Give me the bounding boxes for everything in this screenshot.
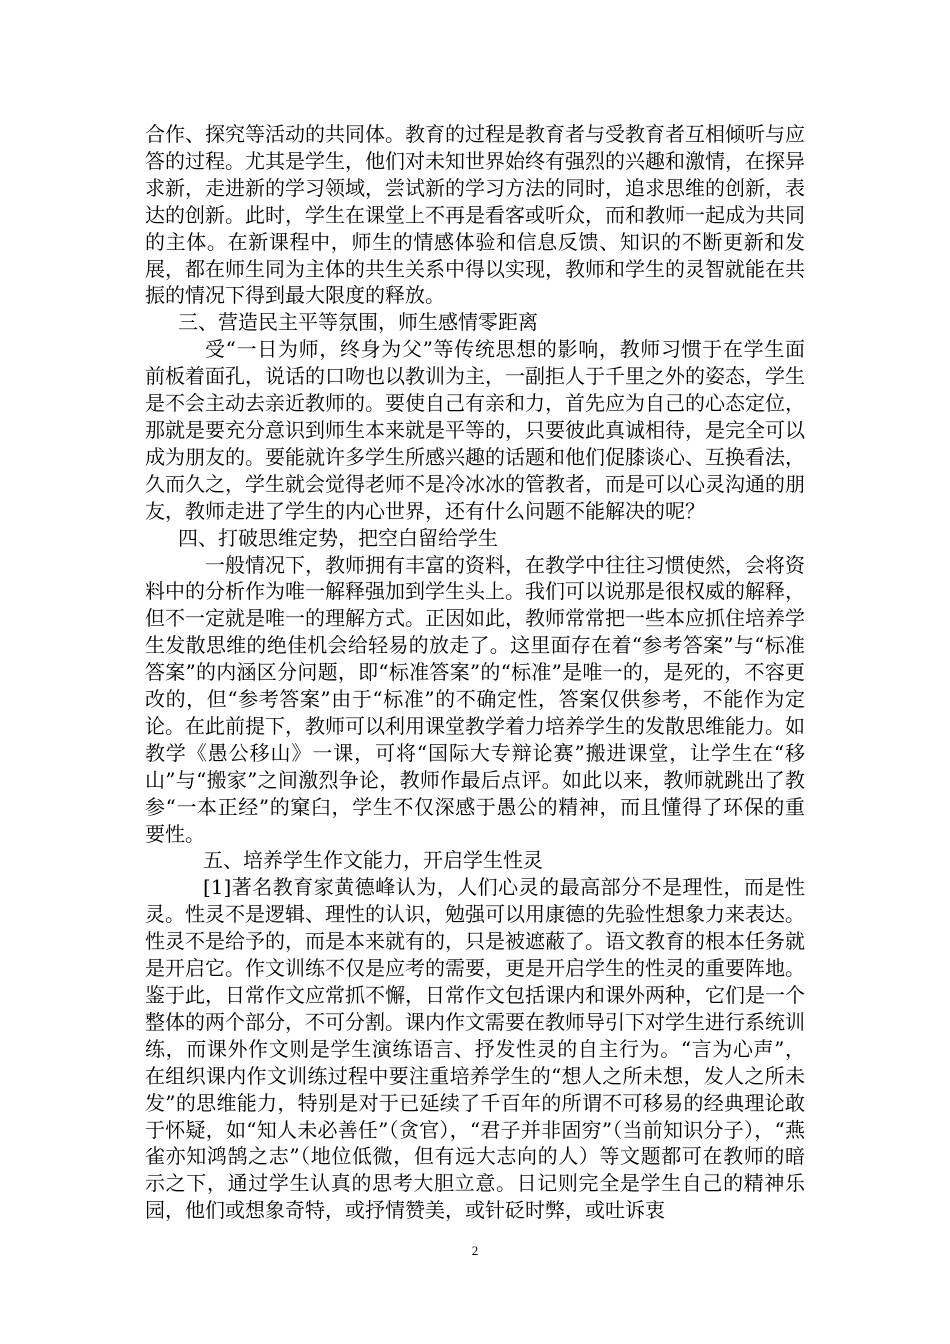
section-heading-3: 三、营造民主平等氛围，师生感情零距离 [178,310,538,335]
section-heading-5: 五、培养学生作文能力，开启学生性灵 [203,848,543,873]
page-number: 2 [471,1243,479,1258]
paragraph-section-3: 受“一日为师，终身为父”等传统思想的影响，教师习惯于在学生面前板着面孔，说话的口吻也以教训为主，一副拒人于千里之外的姿态，学生是不会主动去亲近教师的。要使自己有亲和力，首先应为自己的心态定位，那就是要充分意识到师生本来就是平等的，只要彼此真诚相待，是完全可以成为朋友的。要能就许多学生所感兴趣的话题和他们促膝谈心、互换看法，久而久之，学生就会觉得老师不是冷冰冰的管教者，而是可以心灵沟通的朋友，教师走进了学生的内心世界，还有什么问题不能解决的呢？ [145,337,805,523]
paragraph-continuation: 合作、探究等活动的共同体。教育的过程是教育者与受教育者互相倾听与应答的过程。尤其是学生，他们对未知世界始终有强烈的兴趣和激情，在探异求新，走进新的学习领域，尝试新的学习方法的同时，追求思维的创新，表达的创新。此时，学生在课堂上不再是看客或听众，而和教师一起成为共同的主体。在新课程中，师生的情感体验和信息反馈、知识的不断更新和发展，都在师生同为主体的共生关系中得以实现，教师和学生的灵智就能在共振的情况下得到最大限度的释放。 [145,122,805,308]
paragraph-section-5: [1]著名教育家黄德峰认为，人们心灵的最高部分不是理性，而是性灵。性灵不是逻辑、理性的认识，勉强可以用康德的先验性想象力来表达。性灵不是给予的，而是本来就有的，只是被遮蔽了。语文教育的根本任务就是开启它。作文训练不仅是应考的需要，更是开启学生的性灵的重要阵地。鉴于此，日常作文应常抓不懈，日常作文包括课内和课外两种，它们是一个整体的两个部分，不可分割。课内作文需要在教师导引下对学生进行系统训练，而课外作文则是学生演练语言、抒发性灵的自主行为。“言为心声”，在组织课内作文训练过程中要注重培养学生的“想人之所未想，发人之所未发”的思维能力，特别是对于已延续了千百年的所谓不可移易的经典理论敢于怀疑，如“知人未必善任”（贪官），“君子并非固穷”（当前知识分子），“燕雀亦知鸿鹄之志”（地位低微，但有远大志向的人）等文题都可在教师的暗示之下，通过学生认真的思考大胆立意。日记则完全是学生自己的精神乐园，他们或想象奇特，或抒情赞美，或针砭时弊，或吐诉衷 [145,875,805,1223]
section-heading-4: 四、打破思维定势，把空白留给学生 [178,525,498,550]
body-text [145,121,805,1224]
paragraph-section-4: 一般情况下，教师拥有丰富的资料，在教学中往往习惯使然，会将资料中的分析作为唯一解释强加到学生头上。我们可以说那是很权威的解释，但不一定就是唯一的理解方式。正因如此，教师常常把一些本应抓住培养学生发散思维的绝佳机会给轻易的放走了。这里面存在着“参考答案”与“标准答案”的内涵区分问题，即“标准答案”的“标准”是唯一的，是死的，不容更改的，但“参考答案”由于“标准”的不确定性，答案仅供参考，不能作为定论。在此前提下，教师可以利用课堂教学着力培养学生的发散思维能力。如教学《愚公移山》一课，可将“国际大专辩论赛”搬进课堂，让学生在“移山”与“搬家”之间激烈争论，教师作最后点评。如此以来，教师就跳出了教参“一本正经”的窠臼，学生不仅深感于愚公的精神，而且懂得了环保的重要性。 [145,552,805,846]
